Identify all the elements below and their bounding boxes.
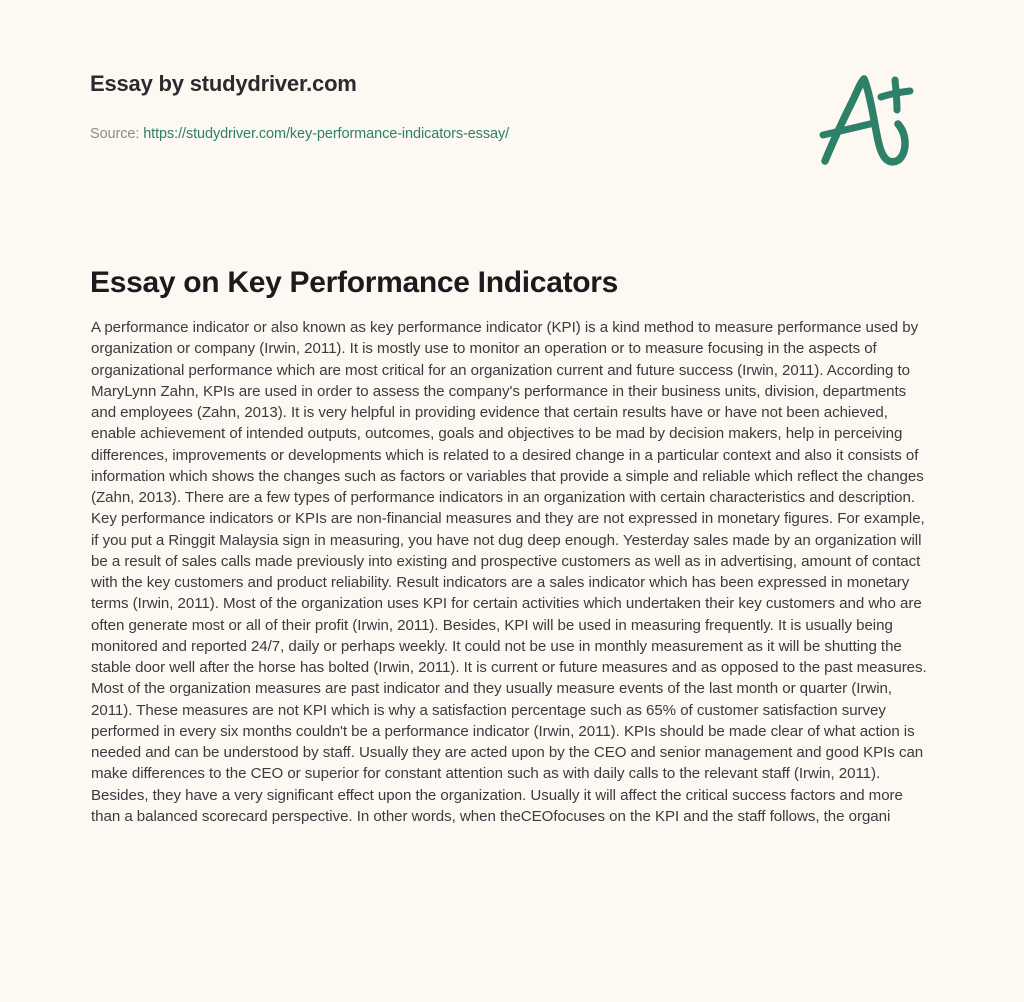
source-label: Source: [90, 126, 140, 142]
page-header [0, 0, 1024, 200]
source-line [90, 126, 509, 142]
a-plus-logo[interactable] [806, 62, 926, 174]
a-plus-logo-icon [806, 62, 926, 174]
article-body [91, 317, 933, 827]
source-url-link[interactable]: https://studydriver.com/key-performance-indicators-essay/ [143, 126, 510, 142]
brand-title: Essay by studydriver.com [90, 71, 357, 96]
article-body-paragraph: A performance indicator or also known as key performance indicator (KPI) is a kind method to measure performance used by organization or company (Irwin, 2011). It is mostly use to monitor an operation or to measure focusing in the aspects of organizational performance which are most critical for an organization current and future success (Irwin, 2011). According to MaryLynn Zahn, KPIs are used in order to assess the company's performance in their business units, division, departments and employees (Zahn, 2013). It is very helpful in providing evidence that certain results have or have not been achieved, enable achievement of intended outputs, outcomes, goals and objectives to be mad by decision makers, help in perceiving differences, improvements or developments which is related to a desired change in a particular context and also it consists of information which shows the changes such as factors or variables that provide a simple and reliable which reflect the changes (Zahn, 2013). There are a few types of performance indicators in an organization with certain characteristics and description. Key performance indicators or KPIs are non-financial measures and they are not expressed in monetary figures. For example, if you put a Ringgit Malaysia sign in measuring, you have not dug deep enough. Yesterday sales made by an organization will be a result of sales calls made previously into existing and prospective customers as well as in advertising, amount of contact with the key customers and product reliability. Result indicators are a sales indicator which has been expressed in monetary terms (Irwin, 2011). Most of the organization uses KPI for certain activities which undertaken their key customers and who are often generate most or all of their profit (Irwin, 2011). Besides, KPI will be used in measuring frequently. It is usually being monitored and reported 24/7, daily or perhaps weekly. It could not be use in monthly measurement as it will be shutting the stable door well after the horse has bolted (Irwin, 2011). It is current or future measures and as opposed to the past measures. Most of the organization measures are past indicator and they usually measure events of the last month or quarter (Irwin, 2011). These measures are not KPI which is why a satisfaction percentage such as 65% of customer satisfaction survey performed in every six months couldn't be a performance indicator (Irwin, 2011). KPIs should be made clear of what action is needed and can be understood by staff. Usually they are acted upon by the CEO and senior management and good KPIs can make differences to the CEO or superior for constant attention such as with daily calls to the relevant staff (Irwin, 2011). Besides, they have a very significant effect upon the organization. Usually it will affect the critical success factors and more than a balanced scorecard perspective. In other words, when theCEOfocuses on the KPI and the staff follows, the organi [91, 319, 927, 825]
page-title: Essay on Key Performance Indicators [90, 266, 619, 300]
